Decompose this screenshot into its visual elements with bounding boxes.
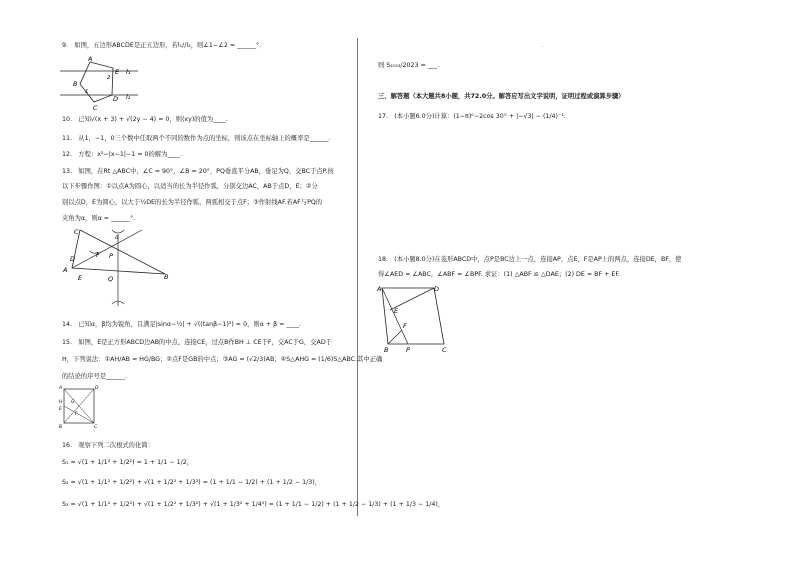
- label-D: D: [70, 255, 76, 263]
- question-16-line-1: 16. 观察下列二次根式的化简：: [62, 442, 154, 449]
- question-13-line-2: 以下步骤作图：①以点A为圆心，以适当的长为半径作弧，分别交边AC，AB于点D，E；②分: [62, 183, 318, 190]
- page-marker: ..: [540, 43, 544, 49]
- label-A: A: [88, 55, 93, 63]
- label-E: E: [394, 307, 399, 315]
- question-16-line-2: S₁ = √(1 + 1/1² + 1/2²) = 1 + 1/1 − 1/2，: [62, 459, 194, 466]
- section-3-heading: 三、解答题（本大题共8小题，共72.0分。解答应写出文字说明，证明过程或演算步骤）: [378, 93, 625, 100]
- label-E: E: [115, 68, 120, 76]
- question-16-line-4: S₃ = √(1 + 1/1² + 1/2²) + √(1 + 1/2² + 1/3²) + √(1 + 1/3² + 1/4²) = (1 + 1/1 − 1/2) + (1 + 1/2 − 1/3) + (1 + 1/3 − 1/4)，: [62, 501, 445, 508]
- label-Q: Q: [108, 275, 114, 283]
- question-17: 17. (本小题6.0分)计算：(1−π)⁰−2cos 30° + |−√3| − (1/4)⁻¹.: [378, 113, 566, 120]
- question-11: 11. 从1，−1，0三个数中任取两个不同的数作为点的坐标，则该点在坐标轴上的概率是______.: [62, 135, 331, 142]
- label-l2: l₂: [126, 93, 131, 101]
- question-16-tail: 则 S₂₀₂₃/2023 = ___.: [378, 62, 440, 69]
- label-P: P: [109, 252, 113, 260]
- question-10: 10. 已知√(x + 3) + √(2y − 4) = 0，则(xy)的值为____.: [62, 116, 228, 123]
- label-A: A: [377, 285, 382, 293]
- figure-pentagon: [60, 55, 140, 111]
- label-C: C: [442, 346, 447, 354]
- label-P: P: [406, 346, 410, 354]
- label-B: B: [164, 273, 169, 281]
- label-alpha: α: [115, 234, 119, 241]
- label-E: E: [78, 274, 83, 282]
- question-13-line-1: 13. 如图，在Rt △ABC中，∠C = 90°，∠B = 20°，PQ垂直平分AB，垂足为Q，交BC于点P.按: [62, 168, 334, 175]
- label-C: C: [93, 104, 98, 111]
- question-15-line-3: 的结论的序号是______.: [62, 373, 127, 380]
- label-B: B: [59, 425, 63, 429]
- figure-triangle: [60, 226, 180, 310]
- figure-rhombus: [376, 282, 452, 354]
- label-D: D: [113, 95, 119, 103]
- figure-square: [58, 385, 100, 429]
- label-F: F: [403, 322, 407, 330]
- label-D: D: [434, 285, 440, 293]
- question-13-line-4: 夹角为α，则α = ______°.: [62, 215, 136, 222]
- column-divider: [357, 38, 358, 516]
- label-B: B: [73, 80, 78, 88]
- label-F: F: [75, 412, 78, 417]
- label-B: B: [384, 346, 389, 354]
- question-15-line-1: 15. 如图，E是正方形ABCD边AB的中点，连接CE，过点B作BH ⊥ CE于F，交AC于G，交AD于: [62, 339, 332, 346]
- question-14: 14. 已知α，β均为锐角，且满足|sinα−½| + √((tanβ−1)²) = 0，则α + β = ____.: [62, 321, 302, 328]
- question-15-line-2: H，下列说法：①AH/AB = HG/BG；②点F是GB的中点；③AG = (√2/3)AB；④S△AHG = (1/6)S△ABC.其中正确: [62, 356, 383, 363]
- question-9: 9. 如图，五边形ABCDE是正五边形，若l₁//l₂，则∠1−∠2 = ______°.: [62, 42, 262, 49]
- question-12: 12. 方程：x²−|x−1|−1 = 0的解为____.: [62, 151, 183, 158]
- label-C: C: [94, 425, 98, 429]
- label-E: E: [59, 407, 62, 412]
- label-F: F: [96, 251, 100, 259]
- label-A: A: [59, 386, 63, 391]
- label-angle-1: 1: [85, 89, 89, 95]
- label-A: A: [63, 266, 68, 274]
- label-angle-2: 2: [107, 75, 111, 81]
- label-G: G: [71, 400, 75, 405]
- question-16-line-3: S₂ = √(1 + 1/1² + 1/2²) + √(1 + 1/2² + 1/3²) = (1 + 1/1 − 1/2) + (1 + 1/2 − 1/3)，: [62, 479, 322, 486]
- question-18-line-2: 得∠AED = ∠ABC，∠ABF = ∠BPF. 求证：(1) △ABF ≌ △DAE；(2) DE = BF + EF.: [378, 271, 620, 278]
- label-l1: l₁: [126, 68, 131, 76]
- label-H: H: [59, 400, 63, 405]
- label-C: C: [74, 228, 79, 236]
- label-D: D: [95, 386, 99, 391]
- question-13-line-3: 别以点D，E为圆心，以大于½DE的长为半径作弧，两弧相交于点F；③作射线AF.若AF与PQ的: [62, 199, 323, 206]
- question-18-line-1: 18. (本小题8.0分)在菱形ABCD中，点P是BC边上一点，连接AP，点E，F是AP上的两点，连接DE，BF，使: [378, 256, 682, 263]
